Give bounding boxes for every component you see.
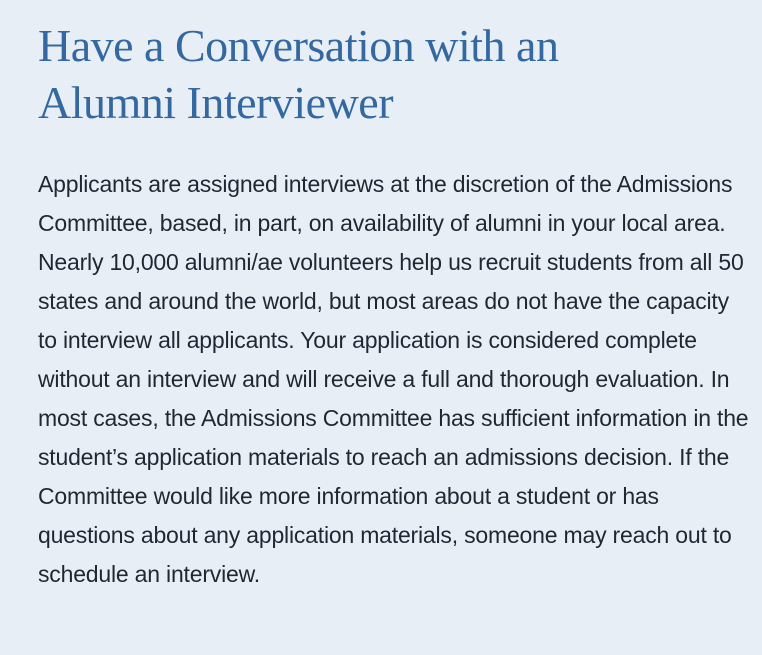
body-paragraph: Applicants are assigned interviews at the discretion of the Admissions Committee, based, in part, on availability of alumni in your local area. Nearly 10,000 alumni/ae volunteers help us recruit students from all 50 states and around the world, but most areas do not have the capacity to interview all applicants. Your application is considered complete without an interview and will receive a full and thorough evaluation. In most cases, the Admissions Committee has sufficient information in the student’s application materials to reach an admissions decision. If the Committee would like more information about a student or has questions about any application materials, someone may reach out to schedule an interview. — [38, 171, 749, 587]
page-title: Have a Conversation with an Alumni Interviewer — [38, 20, 559, 128]
